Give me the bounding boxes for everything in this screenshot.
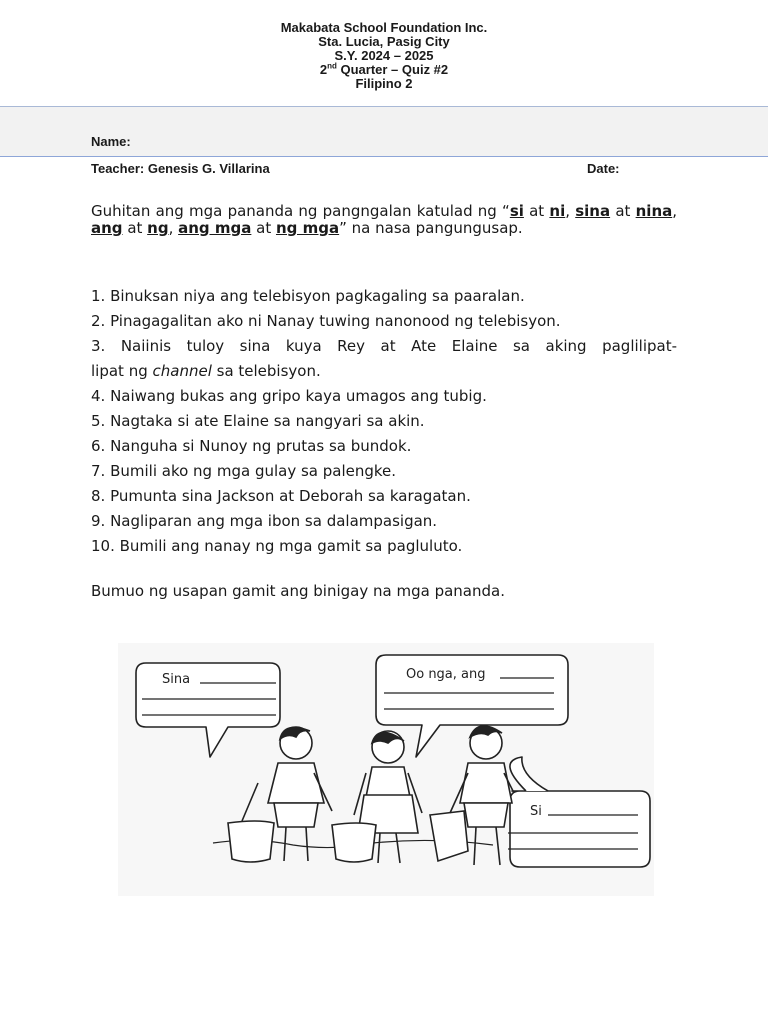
list-item: 6. Nanguha si Nunoy ng prutas sa bundok. [91,437,412,455]
quarter-label [0,63,768,77]
instr-text: , [168,219,179,237]
bubble-left-text: Sina [162,672,191,687]
list-item [91,359,677,384]
instruction-text [91,203,677,237]
name-label: Name: [91,134,131,149]
part2-instruction: Bumuo ng usapan gamit ang binigay na mga pananda. [91,582,505,600]
instr-text: at [122,219,148,237]
item-italic-word: channel [152,362,212,380]
subject-label: Filipino 2 [355,76,413,91]
header-band [0,106,768,130]
instr-text: , [672,202,678,220]
instr-text: at [523,202,550,220]
list-item: 5. Nagtaka si ate Elaine sa nangyari sa akin. [91,412,425,430]
bubble-right-text: Si [530,804,542,819]
marker-ang: ang [91,219,123,237]
document-header [0,21,768,91]
instr-text: at [251,219,276,237]
list-item: 4. Naiwang bukas ang gripo kaya umagos ang tubig. [91,387,487,405]
speech-bubble-left [136,663,280,757]
marker-si: si [509,202,524,220]
instr-text: , [565,202,576,220]
children-illustration [118,643,654,896]
illustration-svg [118,643,654,896]
speech-bubble-right-tail [510,757,548,791]
list-item: 3. Naiinis tuloy sina kuya Rey at Ate Elaine sa aking paglilipat- [91,337,677,355]
child-right [430,726,514,865]
marker-sina: sina [575,202,611,220]
marker-ang-mga: ang mga [178,219,252,237]
quarter-text: Quarter – Quiz #2 [336,62,449,77]
instr-text: ” na nasa pangungusap. [339,219,523,237]
school-name: Makabata School Foundation Inc. [280,20,488,35]
list-item: 7. Bumili ako ng mga gulay sa palengke. [91,462,397,480]
school-year: S.Y. 2024 – 2025 [334,48,434,63]
item-text: lipat ng [91,362,153,380]
quarter-number: 2 [319,62,328,77]
speech-bubble-right [510,791,650,867]
instr-text: Guhitan ang mga pananda ng pangngalan katulad ng “ [91,202,510,220]
item-list [91,284,677,559]
school-location: Sta. Lucia, Pasig City [318,34,450,49]
marker-ng: ng [147,219,169,237]
bubble-top-text: Oo nga, ang [406,667,486,682]
item-text: sa telebisyon. [211,362,321,380]
marker-nina: nina [635,202,673,220]
quarter-suffix: nd [327,61,337,71]
list-item: 10. Bumili ang nanay ng mga gamit sa pagluluto. [91,537,463,555]
list-item: 2. Pinagagalitan ako ni Nanay tuwing nanonood ng telebisyon. [91,312,561,330]
marker-ng-mga: ng mga [275,219,340,237]
marker-ni: ni [549,202,566,220]
list-item: 9. Nagliparan ang mga ibon sa dalampasigan. [91,512,438,530]
date-label: Date: [587,161,620,176]
instr-text: at [610,202,636,220]
list-item: 1. Binuksan niya ang telebisyon pagkagaling sa paaralan. [91,287,525,305]
teacher-label: Teacher: Genesis G. Villarina [91,161,270,176]
list-item: 8. Pumunta sina Jackson at Deborah sa karagatan. [91,487,471,505]
child-left [228,727,332,862]
